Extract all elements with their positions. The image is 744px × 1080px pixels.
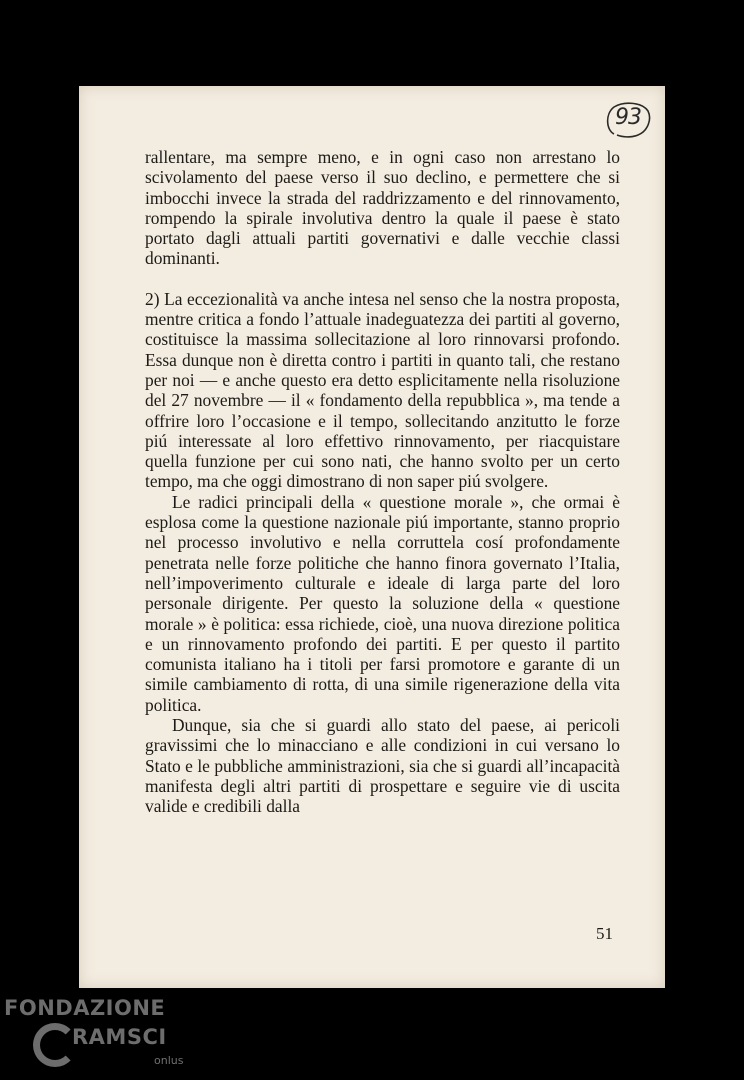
logo-g-icon (33, 1023, 77, 1067)
paragraph-4: Dunque, sia che si guardi allo stato del paese, ai pericoli gravissimi che lo minacciano e alle condizioni in cui versano lo Stato e le pubbliche amministrazioni, sia che si guardi all’incapacità manifesta degli altri partiti di prospettare e seguire vie di uscita valide e credibili dalla (145, 715, 620, 817)
paragraph-3: Le radici principali della « questione morale », che ormai è esplosa come la questione nazionale piú importante, stanno proprio nel processo involutivo e nella corruttela cosí profondamente penetrata nelle forze politiche che hanno finora governato l’Italia, nell’impoverimento culturale e ideale di larga parte del loro personale dirigente. Per questo la soluzione della « questione morale » è politica: essa richiede, cioè, una nuova direzione politica e un rinnovamento profondo dei partiti. E per questo il partito comunista italiano ha i titoli per farsi promotore e garante di un simile cambiamento di rotta, di una simile rigenerazione della vita politica. (145, 491, 620, 715)
logo-subtitle: onlus (154, 1054, 184, 1067)
page-annotation: 93 (615, 105, 641, 130)
logo-line-1: FONDAZIONE (4, 996, 166, 1020)
page-number: 51 (596, 924, 613, 943)
fondazione-gramsci-logo (4, 996, 194, 1076)
paragraph-2: 2) La eccezionalità va anche intesa nel senso che la nostra proposta, mentre critica a fondo l’attuale inadeguatezza dei partiti al governo, costituisce la massima sollecitazione al loro rinnovarsi profondo. Essa dunque non è diretta contro i partiti in quanto tali, che restano per noi — e anche questo era detto esplicitamente nella risoluzione del 27 novembre — il « fondamento della repubblica », ma tende a offrire loro l’occasione e il tempo, sollecitando anzitutto le forze piú interessate al loro effettivo rinnovamento, per riacquistare quella funzione per cui sono nati, che hanno svolto per un certo tempo, ma che oggi dimostrano di non saper piú svolgere. (145, 288, 620, 492)
paragraph-1: rallentare, ma sempre meno, e in ogni caso non arrestano lo scivolamento del paese verso il suo declino, e permettere che si imbocchi invece la strada del raddrizzamento e del rinnovamento, rompendo la spirale involutiva dentro la quale il paese è stato portato dagli attuali partiti governativi e dalle vecchie classi dominanti. (145, 147, 620, 269)
body-text (145, 147, 620, 817)
handwritten-page-number (604, 100, 652, 140)
logo-line-2: RAMSCI (72, 1025, 167, 1049)
